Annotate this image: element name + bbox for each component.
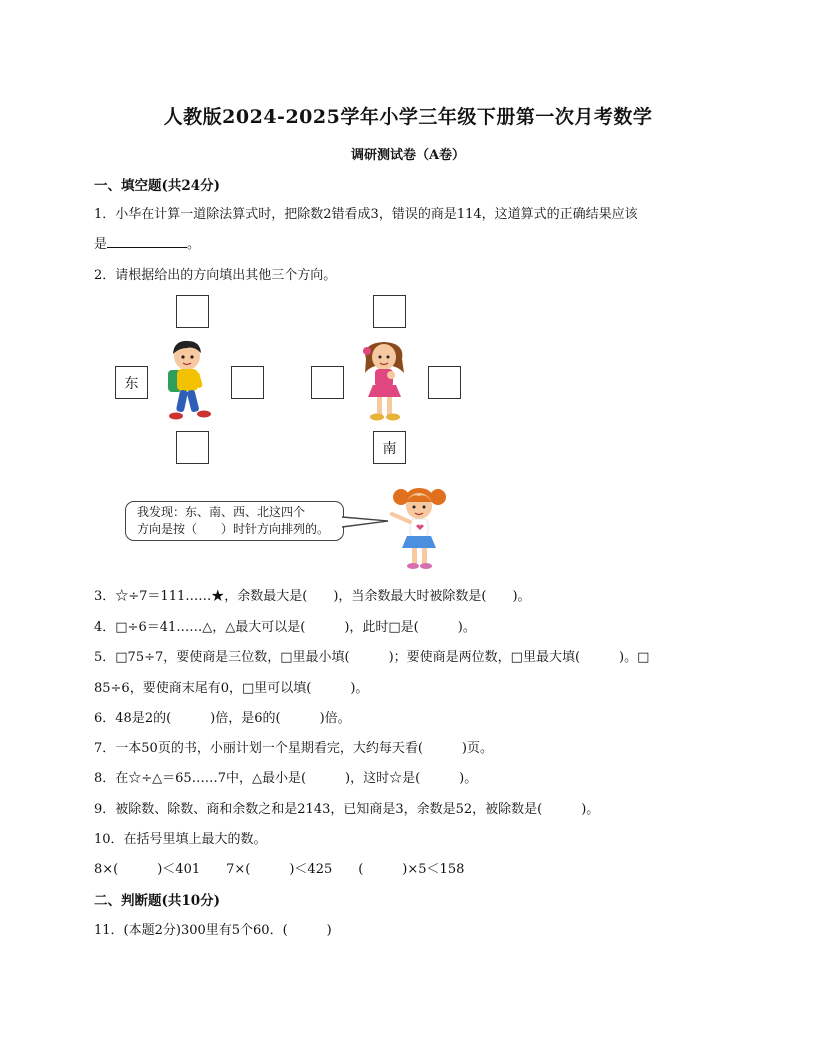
direction-label-south: 南	[382, 440, 397, 457]
question-1-line-1: 1．小华在计算一道除法算式时，把除数2错看成3，错误的商是114，这道算式的正确结果应该	[94, 207, 638, 222]
bubble-line-1: 我发现：东、南、西、北这四个	[137, 505, 306, 519]
question-8: 8．在☆÷△＝65……7中，△最小是( )，这时☆是( )。	[94, 771, 478, 786]
question-1-prefix: 是	[94, 237, 108, 252]
section-heading-fill-in: 一、填空题(共24分)	[94, 178, 221, 194]
question-1-suffix: 。	[187, 237, 201, 252]
question-10-items: 8×( )＜401 7×( )＜425 ( )×5＜158	[94, 862, 465, 877]
page-title: 人教版2024-2025学年小学三年级下册第一次月考数学	[163, 106, 653, 128]
bubble-line-2: 方向是按（ ）时针方向排列的。	[137, 522, 330, 536]
direction-label-east: 东	[124, 375, 139, 392]
direction-box-girl-top[interactable]	[373, 295, 406, 328]
question-6: 6．48是2的( )倍，是6的( )倍。	[94, 711, 351, 726]
speech-bubble-tail	[342, 513, 392, 533]
question-4: 4．□÷6＝41……△，△最大可以是( )，此时□是( )。	[94, 620, 476, 635]
speech-bubble	[125, 501, 344, 541]
question-9: 9．被除数、除数、商和余数之和是2143，已知商是3，余数是52，被除数是( )。	[94, 802, 600, 817]
girl-illustration	[357, 337, 412, 427]
question-1-line-2	[94, 233, 200, 252]
direction-box-boy-left	[115, 366, 148, 399]
boy-illustration	[160, 336, 220, 426]
question-2: 2．请根据给出的方向填出其他三个方向。	[94, 268, 337, 283]
direction-box-boy-right[interactable]	[231, 366, 264, 399]
answer-blank[interactable]	[107, 235, 187, 248]
question-10: 10．在括号里填上最大的数。	[94, 832, 267, 847]
question-5-line-2: 85÷6，要使商末尾有0，□里可以填( )。	[94, 681, 369, 696]
direction-box-boy-top[interactable]	[176, 295, 209, 328]
section-heading-true-false: 二、判断题(共10分)	[94, 893, 221, 909]
question-3: 3．☆÷7＝111……★，余数最大是( )，当余数最大时被除数是( )。	[94, 589, 531, 604]
direction-box-girl-bottom	[373, 431, 406, 464]
question-11: 11．(本题2分)300里有5个60．( )	[94, 923, 332, 938]
girl-pointing-illustration	[388, 484, 450, 574]
page-subtitle: 调研测试卷（A卷）	[350, 148, 466, 163]
direction-box-girl-right[interactable]	[428, 366, 461, 399]
question-5-line-1: 5．□75÷7，要使商是三位数，□里最小填( )；要使商是两位数，□里最大填( )。□	[94, 650, 650, 665]
direction-box-girl-left[interactable]	[311, 366, 344, 399]
direction-box-boy-bottom[interactable]	[176, 431, 209, 464]
question-7: 7．一本50页的书，小丽计划一个星期看完，大约每天看( )页。	[94, 741, 493, 756]
